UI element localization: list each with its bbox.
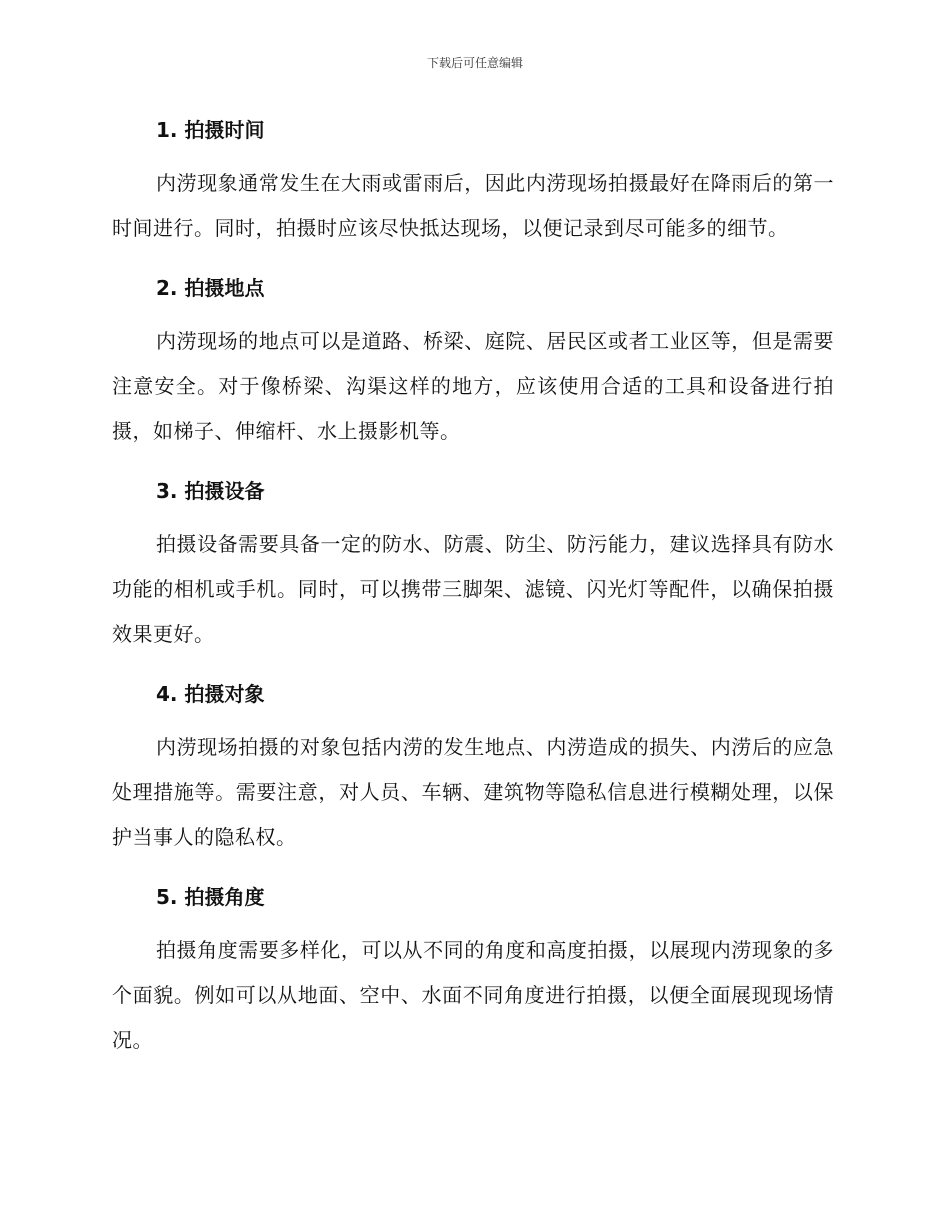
section-heading: 1. 拍摄时间 [156, 118, 265, 142]
section-paragraph: 拍摄角度需要多样化，可以从不同的角度和高度拍摄，以展现内涝现象的多个面貌。例如可以从地面、空中、水面不同角度进行拍摄，以便全面展现现场情况。 [112, 938, 834, 1052]
section-shooting-subject [112, 676, 834, 860]
section-paragraph: 内涝现场的地点可以是道路、桥梁、庭院、居民区或者工业区等，但是需要注意安全。对于像桥梁、沟渠这样的地方，应该使用合适的工具和设备进行拍摄，如梯子、伸缩杆、水上摄影机等。 [112, 329, 834, 443]
section-heading: 5. 拍摄角度 [156, 885, 265, 909]
section-heading: 3. 拍摄设备 [156, 479, 265, 503]
section-shooting-time [112, 112, 834, 251]
section-shooting-location [112, 270, 834, 454]
section-heading: 2. 拍摄地点 [156, 276, 265, 300]
section-shooting-equipment [112, 473, 834, 657]
section-paragraph: 内涝现象通常发生在大雨或雷雨后，因此内涝现场拍摄最好在降雨后的第一时间进行。同时，拍摄时应该尽快抵达现场，以便记录到尽可能多的细节。 [112, 171, 834, 240]
section-shooting-angle [112, 879, 834, 1063]
page-header: 下载后可任意编辑 [426, 56, 523, 70]
section-paragraph: 内涝现场拍摄的对象包括内涝的发生地点、内涝造成的损失、内涝后的应急处理措施等。需要注意，对人员、车辆、建筑物等隐私信息进行模糊处理，以保护当事人的隐私权。 [112, 735, 834, 849]
section-heading: 4. 拍摄对象 [156, 682, 265, 706]
section-paragraph: 拍摄设备需要具备一定的防水、防震、防尘、防污能力，建议选择具有防水功能的相机或手机。同时，可以携带三脚架、滤镜、闪光灯等配件，以确保拍摄效果更好。 [112, 532, 834, 646]
document-content [112, 112, 834, 1082]
